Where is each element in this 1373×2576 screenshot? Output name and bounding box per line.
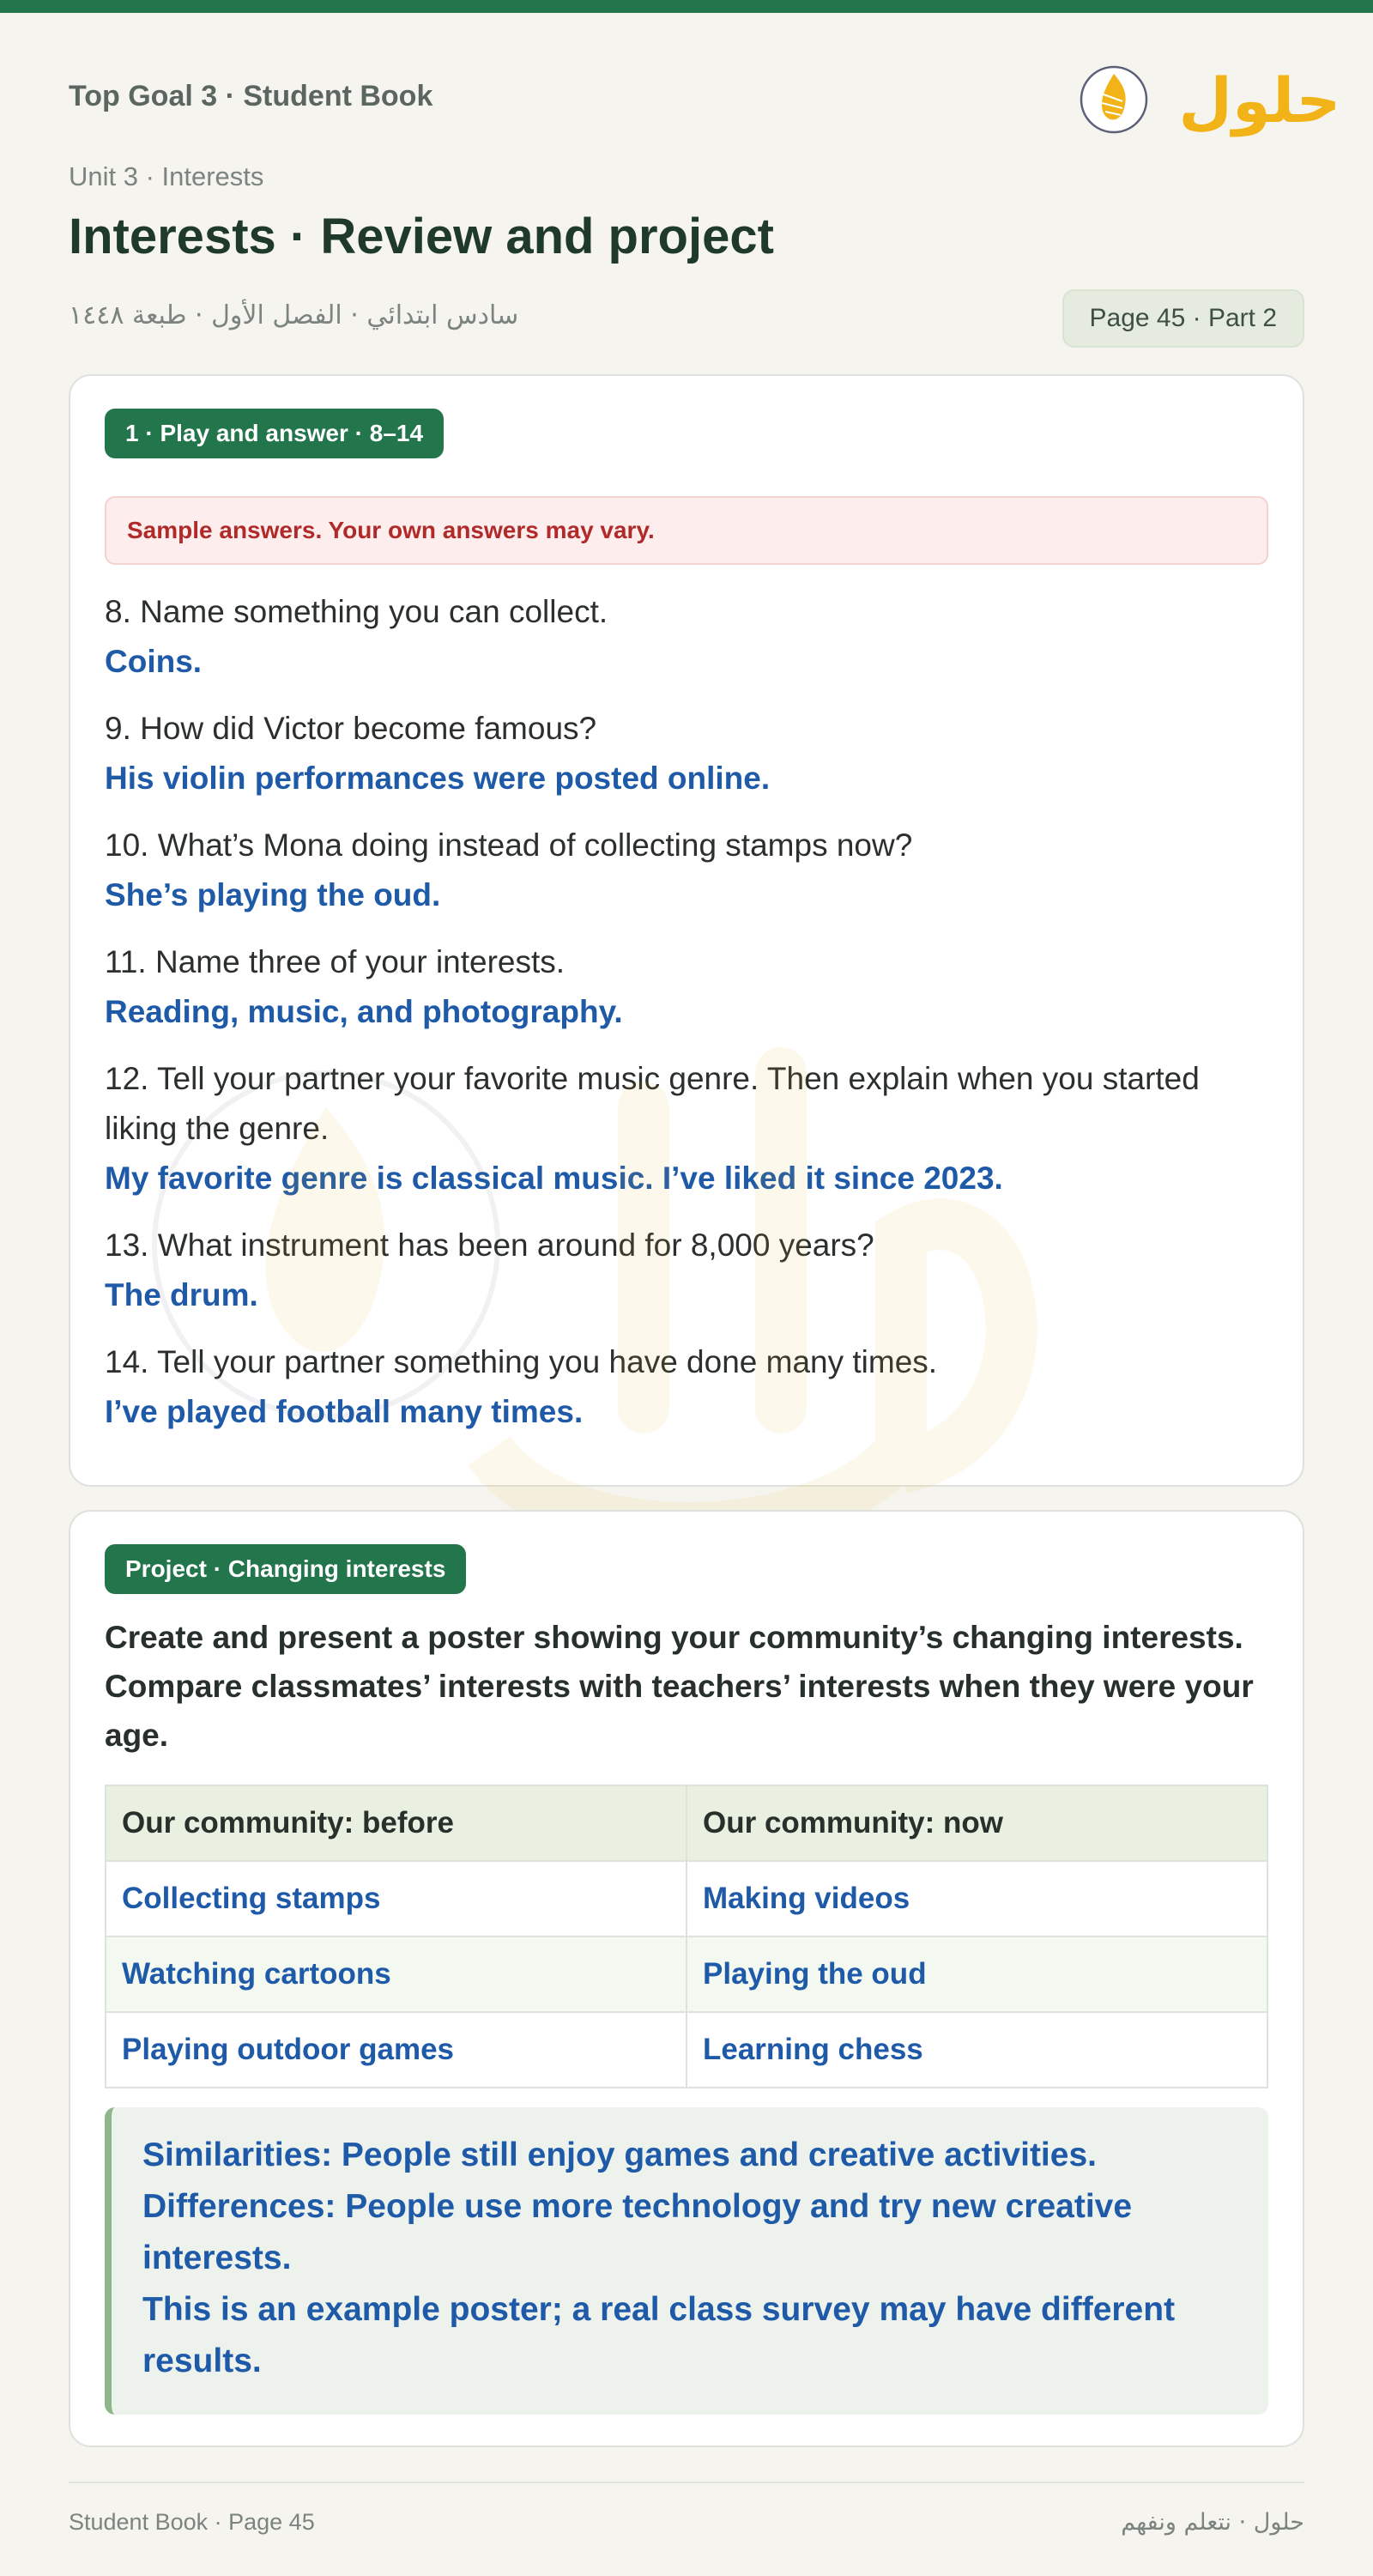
project-card	[69, 1510, 1304, 2447]
grade-meta: سادس ابتدائي · الفصل الأول · طبعة ١٤٤٨	[69, 300, 519, 330]
qa-item-12	[105, 1054, 1272, 1203]
answer-text: His violin performances were posted online.	[105, 761, 771, 796]
answer-text: Reading, music, and photography.	[105, 994, 623, 1029]
question-text: 13. What instrument has been around for 8,000 years?	[105, 1227, 874, 1263]
footer-page-label: Student Book · Page 45	[69, 2509, 315, 2535]
qa-item-9	[105, 704, 1272, 803]
answer-text: She’s playing the oud.	[105, 877, 441, 912]
footer-brand: حلول · نتعلم ونفهم	[1121, 2509, 1304, 2536]
differences-text: Differences: People use more technology and try new creative interests.	[142, 2188, 1133, 2276]
column-header: Our community: now	[686, 1785, 1267, 1861]
answer-text: Coins.	[105, 644, 203, 679]
qa-item-14	[105, 1337, 1272, 1437]
qa-item-11	[105, 937, 1272, 1037]
hulul-logo	[1080, 52, 1363, 146]
qa-item-8	[105, 587, 1272, 687]
question-text: 14. Tell your partner something you have done many times.	[105, 1344, 938, 1379]
poster-summary	[105, 2107, 1268, 2415]
question-text: 9. How did Victor become famous?	[105, 711, 597, 746]
similarities-text: Similarities: People still enjoy games and creative activities.	[142, 2137, 1097, 2173]
answer-text: My favorite genre is classical music. I’ve liked it since 2023.	[105, 1161, 1003, 1196]
sample-answers-notice: Sample answers. Your own answers may vary.	[105, 496, 1268, 565]
question-text: 8. Name something you can collect.	[105, 594, 608, 629]
question-text: 11. Name three of your interests.	[105, 944, 566, 979]
table-cell: Making videos	[686, 1861, 1267, 1937]
logo-wordmark: حلول	[1178, 64, 1341, 136]
example-note-text: This is an example poster; a real class survey may have different results.	[142, 2291, 1176, 2379]
table-row	[106, 1937, 1267, 2012]
page-title: Interests · Review and project	[69, 209, 774, 264]
table-cell: Watching cartoons	[106, 1937, 686, 2012]
answer-text: I’ve played football many times.	[105, 1394, 584, 1429]
unit-label: Unit 3 · Interests	[69, 161, 264, 191]
top-accent-bar	[0, 0, 1373, 13]
qa-item-10	[105, 821, 1272, 920]
table-header-row	[106, 1785, 1267, 1861]
table-row	[106, 1861, 1267, 1937]
table-row	[106, 2012, 1267, 2088]
table-cell: Playing the oud	[686, 1937, 1267, 2012]
question-text: 12. Tell your partner your favorite music genre. Then explain when you started liking the genre.	[105, 1061, 1200, 1146]
answer-text: The drum.	[105, 1277, 258, 1312]
footer-divider	[69, 2482, 1304, 2483]
book-title: Top Goal 3 · Student Book	[69, 80, 433, 112]
qa-item-13	[105, 1221, 1272, 1320]
page-badge: Page 45 · Part 2	[1062, 289, 1304, 348]
section-label: 1 · Play and answer · 8–14	[105, 409, 444, 458]
table-cell: Learning chess	[686, 2012, 1267, 2088]
question-text: 10. What’s Mona doing instead of collecting stamps now?	[105, 827, 913, 863]
project-label: Project · Changing interests	[105, 1544, 466, 1594]
table-cell: Playing outdoor games	[106, 2012, 686, 2088]
project-task: Create and present a poster showing your community’s changing interests. Compare classmates’ interests with teachers’ interests when they were your age.	[105, 1620, 1254, 1753]
community-interests-table	[105, 1785, 1268, 2088]
play-and-answer-card	[69, 374, 1304, 1487]
table-cell: Collecting stamps	[106, 1861, 686, 1937]
column-header: Our community: before	[106, 1785, 686, 1861]
